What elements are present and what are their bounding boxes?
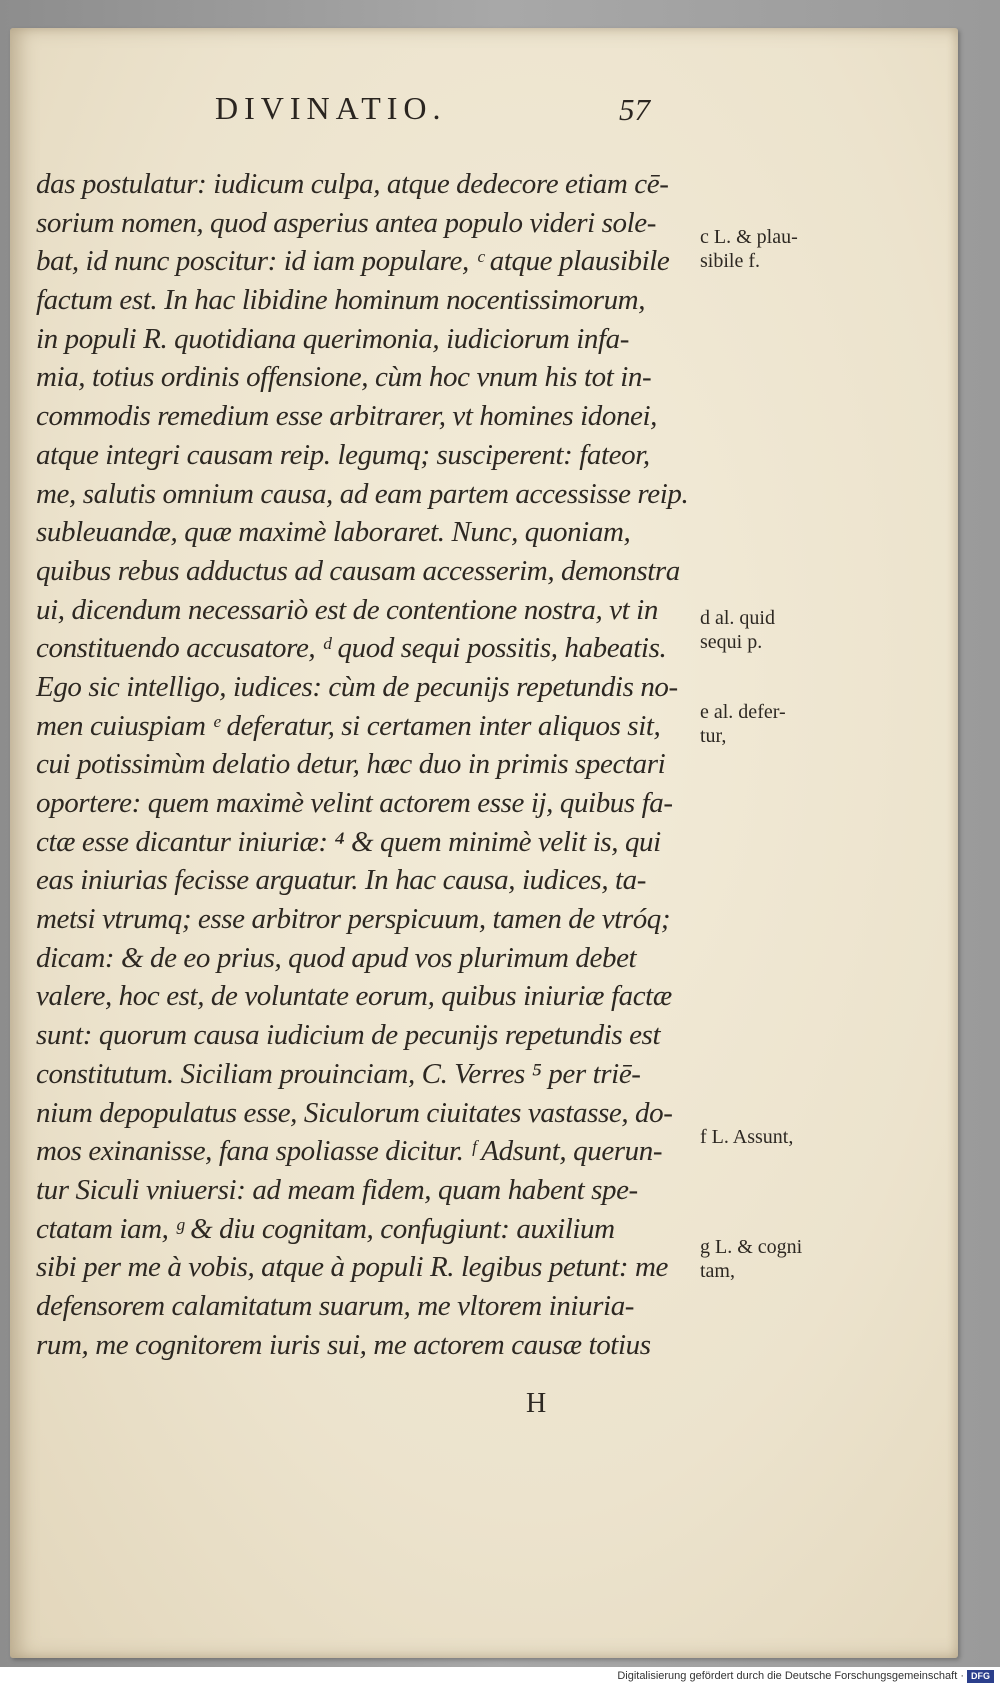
funding-credit: Digitalisierung gefördert durch die Deutsche Forschungsgemeinschaft · (617, 1670, 964, 1682)
text-line: me, salutis omnium causa, ad eam partem accessisse reip. (36, 477, 689, 510)
text-line: commodis remedium esse arbitrarer, vt homines idonei, (36, 400, 658, 433)
dfg-logo-icon: DFG (967, 1670, 994, 1683)
text-line: ctæ esse dicantur iniuriæ: ⁴ & quem minimè velit is, qui (36, 825, 661, 858)
margin-note: f L. Assunt, (700, 1126, 794, 1148)
text-line: men cuiuspiam ᵉ deferatur, si certamen inter aliquos sit, (36, 709, 661, 742)
page-number: 57 (619, 92, 650, 127)
book-page (10, 28, 958, 1658)
text-line: constituendo accusatore, ᵈ quod sequi possitis, habeatis. (36, 632, 667, 665)
signature-mark: H (526, 1388, 547, 1419)
text-line: nium depopulatus esse, Siculorum ciuitates vastasse, do- (36, 1096, 673, 1129)
text-line: in populi R. quotidiana querimonia, iudiciorum infa- (36, 322, 630, 355)
margin-note: d al. quid sequi p. (700, 607, 775, 653)
text-line: factum est. In hac libidine hominum nocentissimorum, (36, 284, 646, 317)
running-head (10, 90, 958, 130)
text-line: ui, dicendum necessariò est de contentione nostra, vt in (36, 593, 658, 626)
text-line: sunt: quorum causa iudicium de pecunijs repetundis est (36, 1019, 661, 1052)
text-line: metsi vtrumq; esse arbitror perspicuum, tamen de vtróq; (36, 903, 671, 936)
margin-note: e al. defer- tur, (700, 701, 786, 747)
text-line: subleuandæ, quæ maximè laboraret. Nunc, quoniam, (36, 516, 631, 549)
text-line: ctatam iam, ᵍ & diu cognitam, confugiunt: auxilium (36, 1212, 615, 1245)
margin-note: g L. & cogni tam, (700, 1236, 803, 1282)
text-line: dicam: & de eo prius, quod apud vos plurimum debet (36, 941, 637, 974)
text-line: rum, me cognitorem iuris sui, me actorem causæ totius (36, 1328, 651, 1361)
text-line: atque integri causam reip. legumq; susciperent: fateor, (36, 438, 650, 471)
footer-bar (0, 1667, 1000, 1687)
text-line: constitutum. Siciliam prouinciam, C. Verres ⁵ per triē- (36, 1057, 641, 1090)
text-line: defensorem calamitatum suarum, me vltorem iniuria- (36, 1289, 635, 1322)
text-line: Ego sic intelligo, iudices: cùm de pecunijs repetundis no- (36, 670, 678, 703)
running-title: DIVINATIO. (215, 90, 447, 126)
text-line: cui potissimùm delatio detur, hæc duo in primis spectari (36, 748, 666, 781)
text-line: valere, hoc est, de voluntate eorum, quibus iniuriæ factæ (36, 980, 672, 1013)
text-line: bat, id nunc poscitur: id iam populare, ᶜ atque plausibile (36, 245, 670, 278)
text-line: tur Siculi vniuersi: ad meam fidem, quam habent spe- (36, 1173, 638, 1206)
body-text (36, 165, 716, 1364)
text-line: das postulatur: iudicum culpa, atque dedecore etiam cē- (36, 168, 669, 200)
margin-note: c L. & plau- sibile f. (700, 226, 798, 272)
text-line: mos exinanisse, fana spoliasse dicitur. ᶠ Adsunt, querun- (36, 1135, 663, 1168)
text-line: mia, totius ordinis offensione, cùm hoc vnum his tot in- (36, 361, 652, 394)
text-line: eas iniurias fecisse arguatur. In hac causa, iudices, ta- (36, 864, 647, 897)
text-line: oportere: quem maximè velint actorem esse ij, quibus fa- (36, 787, 673, 819)
text-line: sorium nomen, quod asperius antea populo videri sole- (36, 206, 656, 239)
text-line: sibi per me à vobis, atque à populi R. legibus petunt: me (36, 1251, 669, 1284)
text-line: quibus rebus adductus ad causam accesserim, demonstra (36, 554, 680, 587)
